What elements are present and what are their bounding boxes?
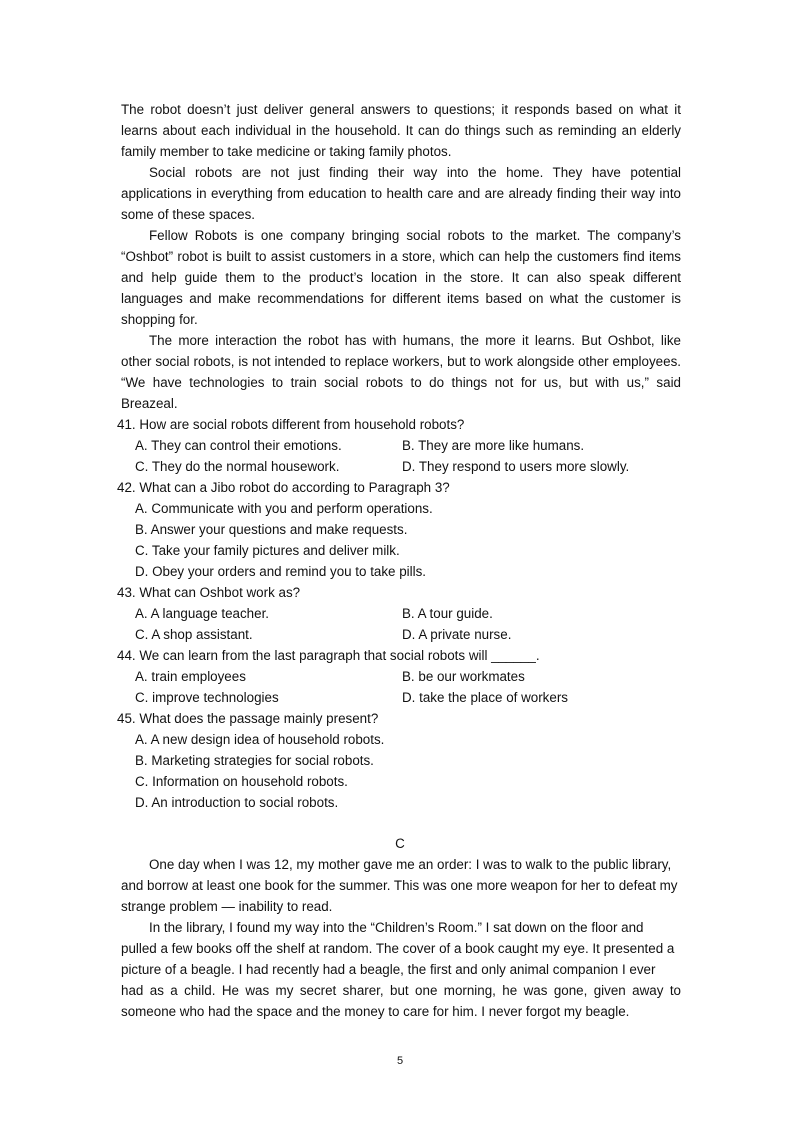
passage-line: “Oshbot” robot is built to assist customers in a store, which can help the customers find items: [121, 249, 681, 264]
page-number: 5: [396, 1055, 404, 1067]
question-stem: 44. We can learn from the last paragraph that social robots will ______.: [117, 648, 540, 663]
option-a: A. Communicate with you and perform operations.: [135, 501, 433, 516]
passage-line: The robot doesn’t just deliver general answers to questions; it responds based on what it: [121, 102, 681, 117]
option-b: B. Answer your questions and make requests.: [135, 522, 408, 537]
passage-line: One day when I was 12, my mother gave me an order: I was to walk to the public library,: [149, 857, 672, 872]
option-a: A. train employees: [135, 669, 246, 684]
passage-line: picture of a beagle. I had recently had a beagle, the first and only animal companion I ever: [121, 962, 656, 977]
question-stem: 41. How are social robots different from household robots?: [117, 417, 465, 432]
section-heading: C: [395, 836, 405, 851]
passage-line: shopping for.: [121, 312, 198, 327]
option-c: C. They do the normal housework.: [135, 459, 340, 474]
passage-line: and help guide them to the product’s location in the store. It can also speak different: [121, 270, 681, 285]
option-c: C. Information on household robots.: [135, 774, 348, 789]
option-d: D. take the place of workers: [402, 690, 568, 705]
question-stem: 42. What can a Jibo robot do according to Paragraph 3?: [117, 480, 450, 495]
passage-line: In the library, I found my way into the “Children’s Room.” I sat down on the floor and: [149, 920, 644, 935]
passage-line: pulled a few books off the shelf at random. The cover of a book caught my eye. It presented a: [121, 941, 675, 956]
passage-line: languages and make recommendations for different items based on what the customer is: [121, 291, 681, 306]
passage-line: applications in everything from education to health care and are already finding their way into: [121, 186, 681, 201]
passage-line: other social robots, is not intended to replace workers, but to work alongside other employees.: [121, 354, 681, 369]
option-c: C. A shop assistant.: [135, 627, 253, 642]
option-b: B. be our workmates: [402, 669, 525, 684]
option-c: C. Take your family pictures and deliver milk.: [135, 543, 400, 558]
option-c: C. improve technologies: [135, 690, 279, 705]
passage-line: had as a child. He was my secret sharer, but one morning, he was gone, given away to: [121, 983, 681, 998]
option-d: D. Obey your orders and remind you to take pills.: [135, 564, 427, 579]
option-a: A. A language teacher.: [135, 606, 270, 621]
option-b: B. A tour guide.: [402, 606, 493, 621]
passage-line: family member to take medicine or taking family photos.: [121, 144, 452, 159]
passage-line: Fellow Robots is one company bringing social robots to the market. The company’s: [149, 228, 681, 243]
passage-line: “We have technologies to train social robots to do things not for us, but with us,” said: [121, 375, 681, 390]
passage-line: The more interaction the robot has with humans, the more it learns. But Oshbot, like: [149, 333, 681, 348]
passage-line: and borrow at least one book for the summer. This was one more weapon for her to defeat my: [121, 878, 678, 893]
passage-line: Social robots are not just finding their way into the home. They have potential: [149, 165, 681, 180]
option-a: A. A new design idea of household robots.: [135, 732, 385, 747]
passage-line: someone who had the space and the money to care for him. I never forgot my beagle.: [121, 1004, 630, 1019]
question-stem: 45. What does the passage mainly present?: [117, 711, 379, 726]
option-d: D. They respond to users more slowly.: [402, 459, 630, 474]
passage-line: Breazeal.: [121, 396, 178, 411]
option-b: B. Marketing strategies for social robots.: [135, 753, 374, 768]
question-stem: 43. What can Oshbot work as?: [117, 585, 301, 600]
option-d: D. A private nurse.: [402, 627, 512, 642]
passage-line: some of these spaces.: [121, 207, 255, 222]
option-a: A. They can control their emotions.: [135, 438, 342, 453]
option-b: B. They are more like humans.: [402, 438, 585, 453]
passage-line: strange problem — inability to read.: [121, 899, 333, 914]
option-d: D. An introduction to social robots.: [135, 795, 339, 810]
passage-line: learns about each individual in the household. It can do things such as reminding an elderly: [121, 123, 681, 138]
